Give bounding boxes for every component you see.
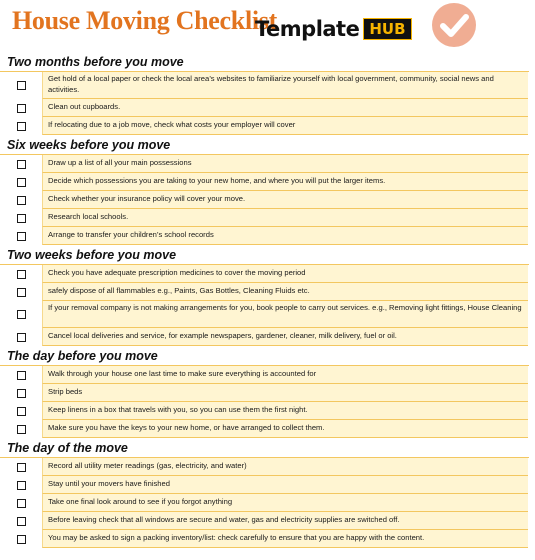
item-text: If relocating due to a job move, check what costs your employer will cover xyxy=(42,117,528,135)
checkbox[interactable] xyxy=(17,499,26,508)
checkbox[interactable] xyxy=(17,333,26,342)
item-text: You may be asked to sign a packing inventory/list: check carefully to ensure that you are happy with the content. xyxy=(42,530,528,548)
checkbox[interactable] xyxy=(17,481,26,490)
item-text: Check you have adequate prescription medicines to cover the moving period xyxy=(42,265,528,283)
checkbox[interactable] xyxy=(17,425,26,434)
brand-badge: HUB xyxy=(363,18,411,40)
checklist-item xyxy=(0,458,535,476)
checkbox[interactable] xyxy=(17,270,26,279)
item-text: Cancel local deliveries and service, for example newspapers, gardener, cleaner, milk delivery, fuel or oil. xyxy=(42,328,528,346)
checklist xyxy=(0,52,535,548)
item-text: Make sure you have the keys to your new home, or have arranged to collect them. xyxy=(42,420,528,438)
checklist-item xyxy=(0,512,535,530)
checklist-item xyxy=(0,283,535,301)
checklist-item xyxy=(0,402,535,420)
item-text: Walk through your house one last time to make sure everything is accounted for xyxy=(42,366,528,384)
checkbox[interactable] xyxy=(17,178,26,187)
checklist-item xyxy=(0,494,535,512)
item-text: Before leaving check that all windows are secure and water, gas and electricity supplies are switched off. xyxy=(42,512,528,530)
checkbox[interactable] xyxy=(17,535,26,544)
checklist-item xyxy=(0,173,535,191)
item-text: Arrange to transfer your children’s school records xyxy=(42,227,528,245)
checkbox[interactable] xyxy=(17,389,26,398)
item-text: Draw up a list of all your main possessions xyxy=(42,155,528,173)
item-text: Take one final look around to see if you forgot anything xyxy=(42,494,528,512)
item-text: Stay until your movers have finished xyxy=(42,476,528,494)
item-text: Decide which possessions you are taking to your new home, and where you will put the larger items. xyxy=(42,173,528,191)
checklist-item xyxy=(0,366,535,384)
checkbox[interactable] xyxy=(17,160,26,169)
checklist-item xyxy=(0,328,535,346)
checkbox[interactable] xyxy=(17,214,26,223)
checklist-item xyxy=(0,384,535,402)
brand-logo xyxy=(255,14,412,44)
checklist-item xyxy=(0,476,535,494)
checkbox[interactable] xyxy=(17,122,26,131)
section-title: Two months before you move xyxy=(7,55,184,69)
section-moving-day xyxy=(0,438,535,548)
item-text: Clean out cupboards. xyxy=(42,99,528,117)
checkbox[interactable] xyxy=(17,310,26,319)
checkmark-icon xyxy=(431,2,477,48)
checklist-item xyxy=(0,301,535,328)
item-text: Get hold of a local paper or check the local area’s websites to familiarize yourself with local government, community, social news and activities. xyxy=(42,72,528,99)
checklist-item xyxy=(0,227,535,245)
header xyxy=(0,0,535,52)
section-title: The day before you move xyxy=(7,349,158,363)
section-six-weeks xyxy=(0,135,535,245)
section-title: Six weeks before you move xyxy=(7,138,171,152)
item-text: safely dispose of all flammables e.g., Paints, Gas Bottles, Cleaning Fluids etc. xyxy=(42,283,528,301)
checklist-item xyxy=(0,191,535,209)
item-text: Keep linens in a box that travels with you, so you can use them the first night. xyxy=(42,402,528,420)
checkbox[interactable] xyxy=(17,196,26,205)
section-title: Two weeks before you move xyxy=(7,248,177,262)
section-header xyxy=(0,245,535,265)
checkbox[interactable] xyxy=(17,81,26,90)
checklist-item xyxy=(0,209,535,227)
checkbox[interactable] xyxy=(17,407,26,416)
checkbox[interactable] xyxy=(17,463,26,472)
checkbox[interactable] xyxy=(17,232,26,241)
checkbox[interactable] xyxy=(17,288,26,297)
section-two-weeks xyxy=(0,245,535,346)
checkbox[interactable] xyxy=(17,104,26,113)
section-title: The day of the move xyxy=(7,441,128,455)
section-day-before xyxy=(0,346,535,438)
checklist-item xyxy=(0,420,535,438)
checklist-item xyxy=(0,99,535,117)
checkbox[interactable] xyxy=(17,517,26,526)
checklist-item xyxy=(0,117,535,135)
checklist-item xyxy=(0,530,535,548)
section-header xyxy=(0,346,535,366)
section-two-months xyxy=(0,52,535,135)
section-header xyxy=(0,438,535,458)
brand-text: Template xyxy=(255,16,360,41)
checklist-item xyxy=(0,265,535,283)
page-title: House Moving Checklist xyxy=(12,6,277,35)
item-text: Check whether your insurance policy will cover your move. xyxy=(42,191,528,209)
checkbox[interactable] xyxy=(17,371,26,380)
section-header xyxy=(0,52,535,72)
item-text: Record all utility meter readings (gas, electricity, and water) xyxy=(42,458,528,476)
item-text: If your removal company is not making arrangements for you, book people to carry out services. e.g., Removing light fittings, House Cleaning xyxy=(42,301,528,328)
checklist-item xyxy=(0,72,535,99)
item-text: Research local schools. xyxy=(42,209,528,227)
item-text: Strip beds xyxy=(42,384,528,402)
section-header xyxy=(0,135,535,155)
checklist-item xyxy=(0,155,535,173)
